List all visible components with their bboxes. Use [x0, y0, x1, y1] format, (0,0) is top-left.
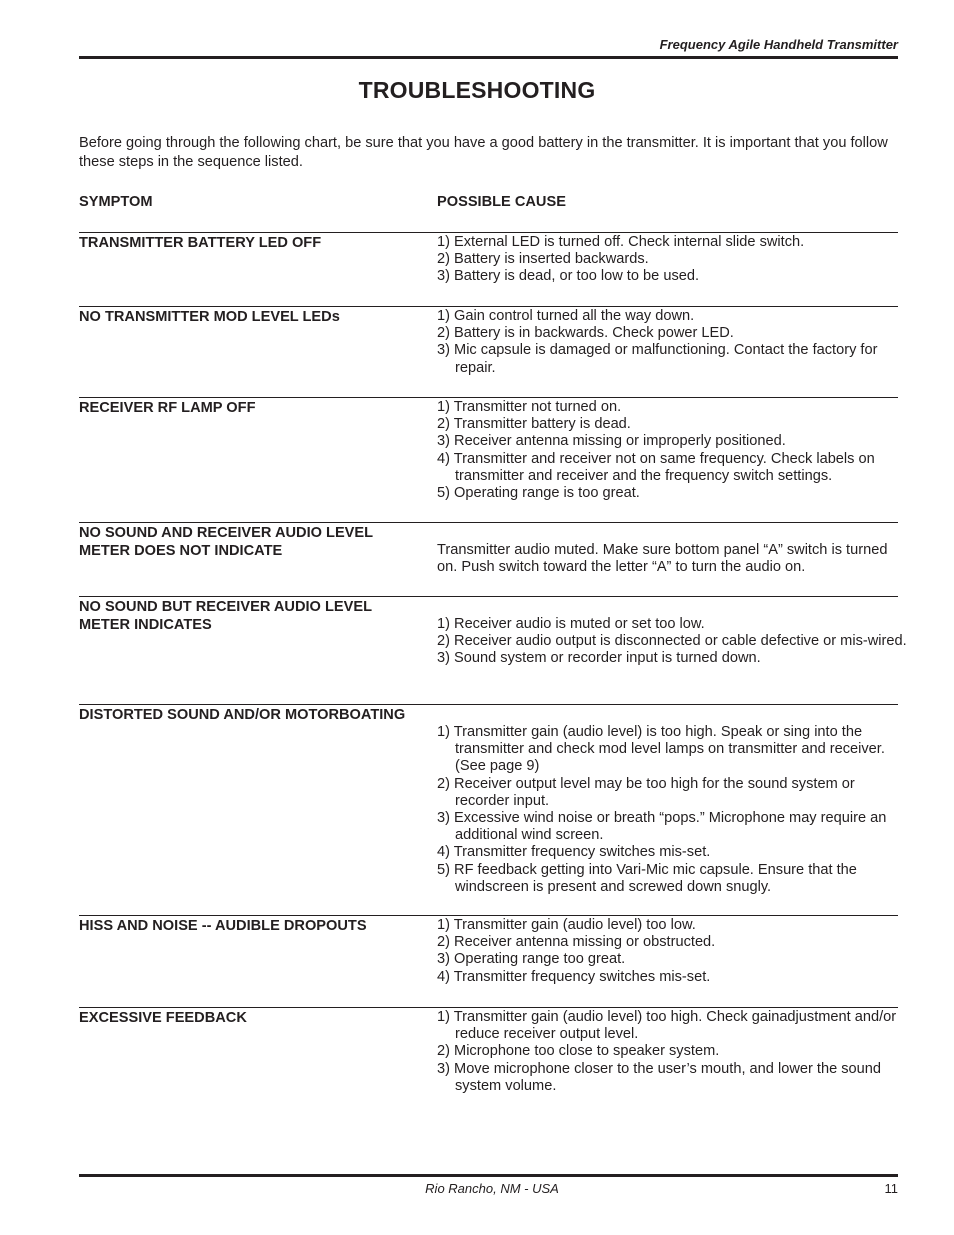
cause-item: 1) Receiver audio is muted or set too low. — [437, 616, 705, 632]
cause-item: 1) Transmitter gain (audio level) is too high. Speak or sing into the transmitter and check mod level lamps on transmitter and receiver. (See page 9) — [437, 724, 885, 775]
cause-column-header: POSSIBLE CAUSE — [437, 194, 566, 210]
cause-item: Transmitter audio muted. Make sure bottom panel “A” switch is turned on. Push switch toward the letter “A” to turn the audio on. — [437, 542, 888, 576]
cause-item: 3) Move microphone closer to the user’s mouth, and lower the sound system volume. — [437, 1060, 881, 1094]
cause-list — [437, 542, 907, 576]
intro-paragraph: Before going through the following chart, be sure that you have a good battery in the transmitter. It is important that you follow these steps in the sequence listed. — [79, 135, 888, 170]
row-divider — [79, 232, 898, 233]
cause-list — [437, 616, 907, 668]
cause-item: 2) Receiver audio output is disconnected or cable defective or mis-wired. — [437, 633, 907, 650]
cause-item: 2) Battery is in backwards. Check power LED. — [437, 325, 734, 342]
row-divider — [79, 596, 898, 597]
cause-item: 3) Receiver antenna missing or improperly positioned. — [437, 433, 786, 450]
symptom-label: DISTORTED SOUND AND/OR MOTORBOATING — [79, 707, 406, 723]
cause-item: 4) Transmitter frequency switches mis-set. — [437, 844, 711, 861]
cause-item: 2) Microphone too close to speaker system. — [437, 1043, 720, 1060]
cause-item: 3) Mic capsule is damaged or malfunctioning. Contact the factory for repair. — [437, 342, 878, 376]
cause-list — [437, 399, 907, 502]
footer-location: Rio Rancho, NM - USA — [425, 1181, 559, 1196]
cause-list — [437, 234, 907, 286]
row-divider — [79, 522, 898, 523]
row-divider — [79, 1007, 898, 1008]
cause-list — [437, 1009, 907, 1095]
row-divider — [79, 704, 898, 705]
symptom-column-header: SYMPTOM — [79, 194, 153, 210]
cause-item: 2) Receiver antenna missing or obstructed. — [437, 934, 716, 951]
cause-item: 3) Excessive wind noise or breath “pops.” Microphone may require an additional wind screen. — [437, 810, 887, 844]
cause-list — [437, 724, 907, 896]
cause-item: 1) Gain control turned all the way down. — [437, 308, 695, 324]
cause-list — [437, 917, 907, 986]
footer-rule — [79, 1174, 898, 1177]
page-title: TROUBLESHOOTING — [358, 77, 596, 103]
cause-item: 1) External LED is turned off. Check internal slide switch. — [437, 234, 805, 250]
symptom-label: EXCESSIVE FEEDBACK — [79, 1010, 247, 1026]
cause-item: 3) Battery is dead, or too low to be used. — [437, 268, 700, 285]
page-number: 11 — [884, 1181, 898, 1196]
row-divider — [79, 306, 898, 307]
cause-item: 1) Transmitter gain (audio level) too low. — [437, 917, 696, 933]
row-divider — [79, 397, 898, 398]
cause-item: 3) Sound system or recorder input is turned down. — [437, 650, 761, 667]
symptom-label: NO TRANSMITTER MOD LEVEL LEDs — [79, 309, 340, 325]
running-header: Frequency Agile Handheld Transmitter — [659, 37, 898, 52]
symptom-label: NO SOUND BUT RECEIVER AUDIO LEVEL METER INDICATES — [79, 599, 372, 633]
symptom-label: NO SOUND AND RECEIVER AUDIO LEVEL METER DOES NOT INDICATE — [79, 525, 373, 559]
symptom-label: HISS AND NOISE -- AUDIBLE DROPOUTS — [79, 918, 367, 934]
cause-item: 2) Battery is inserted backwards. — [437, 251, 649, 268]
cause-item: 1) Transmitter gain (audio level) too high. Check gainadjustment and/or reduce receiver output level. — [437, 1009, 897, 1043]
cause-item: 1) Transmitter not turned on. — [437, 399, 622, 415]
symptom-label: RECEIVER RF LAMP OFF — [79, 400, 256, 416]
cause-list — [437, 308, 907, 377]
cause-item: 4) Transmitter and receiver not on same frequency. Check labels on transmitter and receiver and the frequency switch settings. — [437, 450, 875, 484]
cause-item: 4) Transmitter frequency switches mis-set. — [437, 968, 711, 985]
header-rule — [79, 56, 898, 59]
symptom-label: TRANSMITTER BATTERY LED OFF — [79, 235, 322, 251]
cause-item: 3) Operating range too great. — [437, 951, 626, 968]
cause-item: 5) Operating range is too great. — [437, 485, 640, 502]
row-divider — [79, 915, 898, 916]
cause-item: 5) RF feedback getting into Vari-Mic mic capsule. Ensure that the windscreen is present and screwed down snugly. — [437, 861, 857, 895]
cause-item: 2) Transmitter battery is dead. — [437, 416, 631, 433]
cause-item: 2) Receiver output level may be too high for the sound system or recorder input. — [437, 775, 855, 809]
